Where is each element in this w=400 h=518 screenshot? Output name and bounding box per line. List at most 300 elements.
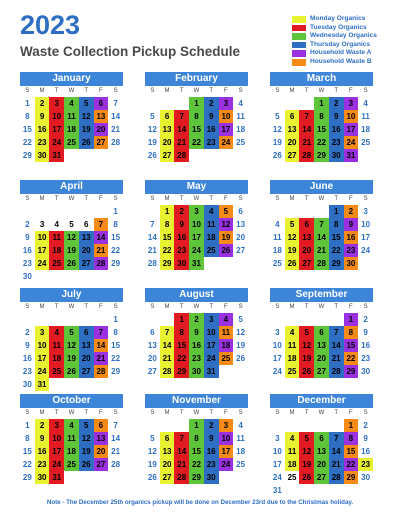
day-cell: 11 <box>236 434 245 443</box>
weekday-letter: T <box>179 88 184 94</box>
day-cell: 8 <box>25 434 30 443</box>
day-cell: 15 <box>344 339 359 352</box>
weekday-letter: S <box>113 304 118 310</box>
day-cell: 14 <box>94 339 109 352</box>
day-cell: 30 <box>174 257 189 270</box>
month-september <box>270 288 373 391</box>
day-cell: 26 <box>285 257 300 270</box>
legend-label: Monday Organics <box>310 15 366 22</box>
legend-label: Thursday Organics <box>310 40 371 48</box>
weekday-letter: W <box>318 196 325 202</box>
day-cell: 31 <box>204 365 219 378</box>
day-cell: 22 <box>344 352 359 365</box>
day-cell: 10 <box>35 231 50 244</box>
day-cell: 29 <box>189 471 204 484</box>
day-cell: 20 <box>160 458 175 471</box>
legend-swatch <box>292 50 306 57</box>
day-cell: 30 <box>329 149 344 162</box>
day-cell: 20 <box>94 445 109 458</box>
month-may <box>145 180 248 283</box>
day-cell: 10 <box>361 220 371 229</box>
day-grid <box>270 205 373 283</box>
day-cell: 30 <box>204 471 219 484</box>
day-cell: 5 <box>150 434 155 443</box>
weekday-row <box>20 88 123 97</box>
weekday-letter: T <box>209 196 213 202</box>
day-cell: 27 <box>160 149 175 162</box>
day-cell: 5 <box>69 220 74 229</box>
day-cell: 10 <box>272 447 282 456</box>
day-cell: 13 <box>236 220 246 229</box>
month-july <box>20 288 123 391</box>
day-cell: 22 <box>174 352 189 365</box>
day-cell: 15 <box>189 123 204 136</box>
day-cell: 29 <box>314 149 329 162</box>
weekday-letter: M <box>289 410 295 416</box>
weekday-letter: M <box>164 88 170 94</box>
month-december <box>270 394 373 497</box>
day-cell: 27 <box>79 257 94 270</box>
weekday-letter: S <box>238 410 243 416</box>
day-cell: 31 <box>49 149 64 162</box>
month-february <box>145 72 248 175</box>
day-cell: 2 <box>204 97 219 110</box>
day-cell: 19 <box>79 445 94 458</box>
month-header: October <box>20 394 123 408</box>
day-cell: 24 <box>35 365 50 378</box>
day-cell: 4 <box>219 313 234 326</box>
day-cell: 12 <box>299 445 314 458</box>
day-grid <box>20 205 123 283</box>
day-cell: 3 <box>35 326 50 339</box>
day-cell: 28 <box>111 460 121 469</box>
day-cell: 10 <box>204 326 219 339</box>
day-cell: 23 <box>358 458 373 471</box>
weekday-letter: S <box>25 88 30 94</box>
day-cell: 3 <box>275 434 280 443</box>
day-cell: 17 <box>219 445 234 458</box>
day-cell: 5 <box>219 205 234 218</box>
day-cell: 11 <box>361 112 370 121</box>
day-cell: 24 <box>344 136 359 149</box>
day-cell: 10 <box>219 432 234 445</box>
weekday-letter: M <box>289 88 295 94</box>
day-cell: 2 <box>25 220 30 229</box>
day-cell: 11 <box>204 218 219 231</box>
day-cell: 23 <box>35 458 50 471</box>
weekday-letter: T <box>334 304 338 310</box>
weekday-row <box>145 196 248 205</box>
weekday-letter: T <box>304 410 309 416</box>
day-cell: 23 <box>204 458 219 471</box>
day-cell: 12 <box>147 447 157 456</box>
day-cell: 9 <box>204 110 219 123</box>
weekday-letter: M <box>39 196 45 202</box>
day-cell: 19 <box>219 231 234 244</box>
day-cell: 19 <box>272 138 282 147</box>
day-cell: 2 <box>35 419 50 432</box>
day-cell: 28 <box>160 365 175 378</box>
day-cell: 3 <box>39 220 45 229</box>
day-cell: 26 <box>272 151 282 160</box>
day-cell: 19 <box>236 341 246 350</box>
day-cell: 19 <box>79 123 94 136</box>
day-cell: 4 <box>49 326 64 339</box>
day-cell: 27 <box>314 365 329 378</box>
weekday-letter: S <box>238 304 243 310</box>
day-cell: 4 <box>363 99 368 108</box>
day-cell: 12 <box>219 218 234 231</box>
day-cell: 13 <box>147 341 157 350</box>
day-cell: 21 <box>174 136 189 149</box>
weekday-letter: T <box>84 304 88 310</box>
day-cell: 24 <box>204 352 219 365</box>
legend-label: Household Waste B <box>310 57 372 65</box>
day-cell: 9 <box>35 432 50 445</box>
day-cell: 31 <box>189 257 204 270</box>
day-cell: 28 <box>174 149 189 162</box>
weekday-letter: S <box>150 196 155 202</box>
day-cell: 28 <box>329 471 344 484</box>
weekday-letter: T <box>179 410 184 416</box>
day-cell: 22 <box>160 244 175 257</box>
day-cell: 6 <box>285 110 300 123</box>
day-cell: 22 <box>111 246 121 255</box>
day-cell: 8 <box>344 326 359 339</box>
day-cell: 5 <box>79 97 94 110</box>
day-cell: 18 <box>49 352 64 365</box>
day-cell: 23 <box>22 367 32 376</box>
day-cell: 7 <box>329 326 344 339</box>
day-cell: 14 <box>299 123 314 136</box>
day-grid <box>20 97 123 175</box>
day-cell: 17 <box>189 231 204 244</box>
day-cell: 17 <box>204 339 219 352</box>
day-cell: 6 <box>150 328 155 337</box>
day-cell: 7 <box>94 218 109 231</box>
weekday-row <box>145 410 248 419</box>
day-cell: 4 <box>54 220 59 229</box>
day-cell: 1 <box>25 421 30 430</box>
day-cell: 26 <box>299 471 314 484</box>
day-cell: 24 <box>219 136 234 149</box>
day-cell: 14 <box>94 231 109 244</box>
day-cell: 30 <box>35 471 50 484</box>
day-cell: 16 <box>344 231 359 244</box>
day-cell: 11 <box>236 112 245 121</box>
day-cell: 1 <box>160 205 175 218</box>
day-cell: 21 <box>111 125 121 134</box>
weekday-letter: T <box>54 410 59 416</box>
day-cell: 14 <box>111 434 121 443</box>
day-cell: 8 <box>174 326 189 339</box>
legend-swatch <box>292 25 306 32</box>
day-cell: 26 <box>79 458 94 471</box>
day-cell: 18 <box>236 447 246 456</box>
day-cell: 1 <box>25 99 30 108</box>
day-cell: 13 <box>79 339 94 352</box>
day-cell: 4 <box>204 205 219 218</box>
weekday-letter: F <box>349 410 353 416</box>
day-cell: 16 <box>204 445 219 458</box>
day-cell: 17 <box>272 460 282 469</box>
day-cell: 27 <box>94 458 109 471</box>
weekday-row <box>270 88 373 97</box>
day-cell: 28 <box>147 259 157 268</box>
day-cell: 23 <box>189 352 204 365</box>
day-cell: 2 <box>189 313 204 326</box>
day-cell: 9 <box>363 328 368 337</box>
day-cell: 24 <box>49 136 64 149</box>
day-cell: 18 <box>204 231 219 244</box>
day-cell: 1 <box>113 207 118 216</box>
day-cell: 25 <box>204 244 219 257</box>
day-cell: 6 <box>94 97 109 110</box>
day-cell: 18 <box>236 125 246 134</box>
day-cell: 8 <box>189 110 204 123</box>
day-cell: 27 <box>147 367 157 376</box>
day-cell: 14 <box>111 112 121 121</box>
day-cell: 19 <box>64 244 79 257</box>
day-cell: 9 <box>363 434 368 443</box>
day-cell: 14 <box>174 123 189 136</box>
day-cell: 21 <box>314 244 329 257</box>
day-cell: 18 <box>361 125 371 134</box>
day-cell: 24 <box>219 458 234 471</box>
day-cell: 28 <box>314 257 329 270</box>
day-cell: 24 <box>272 367 282 376</box>
day-cell: 7 <box>329 432 344 445</box>
weekday-letter: S <box>150 88 155 94</box>
day-cell: 7 <box>150 220 155 229</box>
day-cell: 3 <box>275 328 280 337</box>
weekday-letter: F <box>224 410 228 416</box>
weekday-letter: M <box>164 304 170 310</box>
weekday-letter: W <box>193 304 200 310</box>
day-cell: 28 <box>111 138 121 147</box>
day-cell: 22 <box>329 244 344 257</box>
day-cell: 20 <box>299 244 314 257</box>
weekday-letter: W <box>68 88 75 94</box>
weekday-letter: F <box>99 410 103 416</box>
month-january <box>20 72 123 175</box>
day-cell: 2 <box>174 205 189 218</box>
day-cell: 8 <box>113 328 118 337</box>
day-cell: 9 <box>25 341 30 350</box>
day-cell: 1 <box>329 205 344 218</box>
weekday-letter: T <box>84 410 88 416</box>
day-grid <box>20 419 123 497</box>
day-cell: 2 <box>363 315 368 324</box>
day-cell: 14 <box>314 231 329 244</box>
day-cell: 21 <box>329 458 344 471</box>
month-header: June <box>270 180 373 194</box>
weekday-letter: F <box>99 88 103 94</box>
day-cell: 14 <box>147 233 157 242</box>
day-cell: 18 <box>64 445 79 458</box>
day-cell: 22 <box>344 458 359 471</box>
weekday-letter: F <box>224 196 228 202</box>
day-cell: 18 <box>219 339 234 352</box>
day-cell: 9 <box>174 218 189 231</box>
day-cell: 10 <box>344 110 359 123</box>
page-subtitle: Waste Collection Pickup Schedule <box>20 44 241 59</box>
day-cell: 9 <box>25 233 30 242</box>
day-cell: 10 <box>49 432 64 445</box>
weekday-letter: F <box>224 304 228 310</box>
year-title: 2023 <box>20 10 81 40</box>
day-cell: 2 <box>35 97 50 110</box>
day-cell: 17 <box>49 445 64 458</box>
month-header: February <box>145 72 248 86</box>
day-cell: 1 <box>113 315 118 324</box>
day-cell: 22 <box>189 458 204 471</box>
month-header: May <box>145 180 248 194</box>
day-cell: 15 <box>22 125 32 134</box>
day-cell: 10 <box>219 110 234 123</box>
day-cell: 24 <box>361 246 371 255</box>
weekday-letter: W <box>318 88 325 94</box>
day-cell: 23 <box>329 136 344 149</box>
day-cell: 7 <box>94 326 109 339</box>
day-cell: 17 <box>344 123 359 136</box>
weekday-letter: T <box>304 196 309 202</box>
weekday-letter: T <box>334 196 338 202</box>
weekday-row <box>270 196 373 205</box>
day-cell: 20 <box>79 244 94 257</box>
day-cell: 12 <box>147 125 157 134</box>
weekday-letter: M <box>289 196 295 202</box>
day-cell: 22 <box>111 354 121 363</box>
month-header: September <box>270 288 373 302</box>
weekday-letter: S <box>25 304 30 310</box>
day-cell: 13 <box>160 445 175 458</box>
day-cell: 4 <box>285 432 300 445</box>
day-cell: 15 <box>174 339 189 352</box>
day-cell: 17 <box>219 123 234 136</box>
day-cell: 13 <box>160 123 175 136</box>
day-cell: 30 <box>22 380 32 389</box>
day-cell: 6 <box>314 326 329 339</box>
day-cell: 4 <box>64 419 79 432</box>
day-cell: 25 <box>236 460 246 469</box>
day-cell: 10 <box>272 341 282 350</box>
weekday-letter: M <box>39 410 45 416</box>
day-cell: 12 <box>64 231 79 244</box>
weekday-letter: S <box>275 304 280 310</box>
day-cell: 25 <box>219 352 234 365</box>
day-cell: 3 <box>204 313 219 326</box>
day-cell: 5 <box>275 112 280 121</box>
day-cell: 30 <box>35 149 50 162</box>
day-cell: 18 <box>285 458 300 471</box>
weekday-letter: S <box>363 196 368 202</box>
day-cell: 6 <box>83 220 89 229</box>
day-cell: 29 <box>344 365 359 378</box>
day-cell: 15 <box>329 231 344 244</box>
weekday-letter: T <box>54 196 59 202</box>
day-cell: 25 <box>49 365 64 378</box>
day-cell: 28 <box>299 149 314 162</box>
day-cell: 3 <box>49 419 64 432</box>
day-cell: 13 <box>79 231 94 244</box>
day-cell: 23 <box>22 259 32 268</box>
day-cell: 28 <box>329 365 344 378</box>
day-cell: 11 <box>273 233 282 242</box>
day-cell: 4 <box>64 97 79 110</box>
day-cell: 21 <box>94 352 109 365</box>
weekday-letter: T <box>179 304 184 310</box>
day-cell: 20 <box>314 352 329 365</box>
day-cell: 8 <box>113 220 118 229</box>
weekday-letter: T <box>84 196 88 202</box>
legend-label: Wednesday Organics <box>310 32 377 40</box>
day-cell: 12 <box>299 339 314 352</box>
day-cell: 17 <box>35 352 50 365</box>
day-cell: 21 <box>147 246 157 255</box>
day-cell: 30 <box>344 257 359 270</box>
day-cell: 29 <box>111 367 121 376</box>
day-cell: 26 <box>299 365 314 378</box>
day-cell: 26 <box>219 244 234 257</box>
weekday-row <box>20 196 123 205</box>
day-grid <box>145 313 248 391</box>
weekday-letter: W <box>193 196 200 202</box>
day-cell: 12 <box>236 328 246 337</box>
day-cell: 23 <box>361 354 371 363</box>
day-cell: 2 <box>329 97 344 110</box>
day-cell: 31 <box>35 378 50 391</box>
weekday-letter: W <box>193 88 200 94</box>
day-cell: 12 <box>79 432 94 445</box>
day-cell: 31 <box>49 471 64 484</box>
day-cell: 29 <box>344 471 359 484</box>
month-header: August <box>145 288 248 302</box>
day-cell: 20 <box>314 458 329 471</box>
weekday-letter: S <box>363 410 368 416</box>
day-cell: 1 <box>344 419 359 432</box>
weekday-letter: T <box>84 88 88 94</box>
day-cell: 25 <box>285 365 300 378</box>
weekday-letter: T <box>54 88 59 94</box>
weekday-letter: F <box>99 196 103 202</box>
weekday-letter: F <box>349 88 353 94</box>
day-cell: 6 <box>299 218 314 231</box>
day-grid <box>270 313 373 391</box>
weekday-letter: T <box>209 88 213 94</box>
day-cell: 2 <box>25 328 30 337</box>
weekday-letter: T <box>304 88 309 94</box>
day-cell: 27 <box>94 136 109 149</box>
day-cell: 3 <box>363 207 368 216</box>
month-november <box>145 394 248 497</box>
weekday-letter: S <box>113 196 118 202</box>
weekday-row <box>270 304 373 313</box>
day-cell: 25 <box>287 473 297 482</box>
day-cell: 9 <box>189 326 204 339</box>
day-cell: 5 <box>238 315 243 324</box>
weekday-letter: M <box>289 304 295 310</box>
weekday-letter: S <box>363 304 368 310</box>
weekday-letter: S <box>150 304 155 310</box>
month-header: March <box>270 72 373 86</box>
day-cell: 18 <box>49 244 64 257</box>
day-cell: 20 <box>236 233 246 242</box>
day-cell: 30 <box>189 365 204 378</box>
day-cell: 8 <box>329 218 344 231</box>
day-cell: 14 <box>329 445 344 458</box>
day-cell: 28 <box>174 471 189 484</box>
